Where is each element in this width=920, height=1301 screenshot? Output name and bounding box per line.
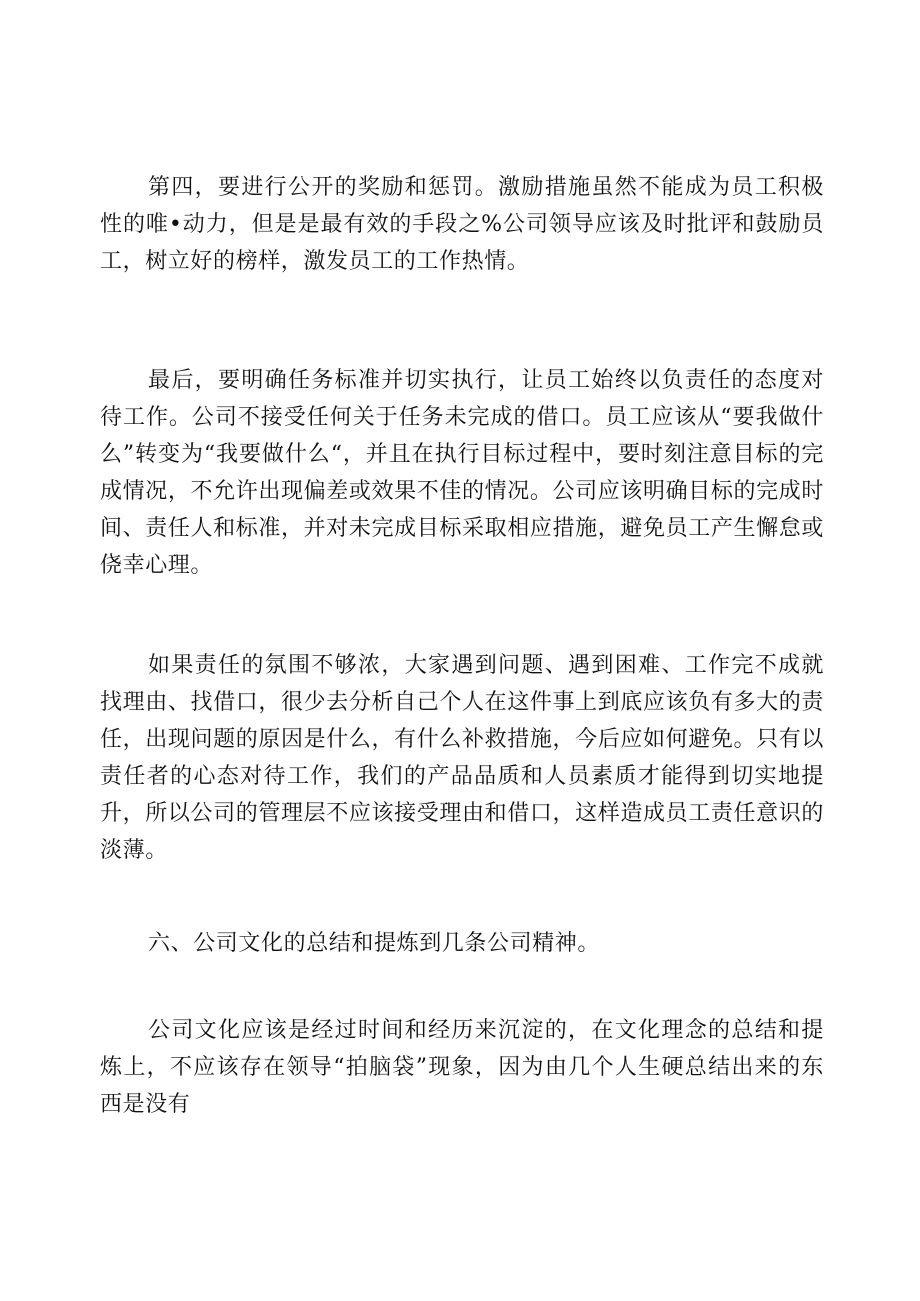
paragraph-task-standards: 最后，要明确任务标准并切实执行，让员工始终以负责任的态度对待工作。公司不接受任何关于任务未完成的借口。员工应该从“要我做什么”转变为“我要做什么“，并且在执行目标过程中，要时刻注意目标的完成情况，不允许出现偏差或效果不佳的情况。公司应该明确目标的完成时间、责任人和标准，并对未完成目标采取相应措施，避免员工产生懈怠或侥幸心理。	[100, 368, 824, 578]
paragraph-responsibility-atmosphere: 如果责任的氛围不够浓，大家遇到问题、遇到困难、工作完不成就找理由、找借口，很少去分析自己个人在这件事上到底应该负有多大的责任，出现问题的原因是什么，有什么补救措施，今后应如何避免。只有以责任者的心态对待工作，我们的产品品质和人员素质才能得到切实地提升，所以公司的管理层不应该接受理由和借口，这样造成员工责任意识的淡薄。	[100, 653, 824, 863]
paragraph-rewards-punishments: 第四，要进行公开的奖励和惩罚。激励措施虽然不能成为员工积极性的唯•动力，但是是最有效的手段之%公司领导应该及时批评和鼓励员工，树立好的榜样，激发员工的工作热情。	[100, 175, 824, 274]
section-heading-company-culture: 六、公司文化的总结和提炼到几条公司精神。	[148, 931, 601, 956]
paragraph-company-culture: 公司文化应该是经过时间和经历来沉淀的，在文化理念的总结和提炼上，不应该存在领导“拍脑袋”现象，因为由几个人生硬总结出来的东西是没有	[100, 1018, 824, 1117]
